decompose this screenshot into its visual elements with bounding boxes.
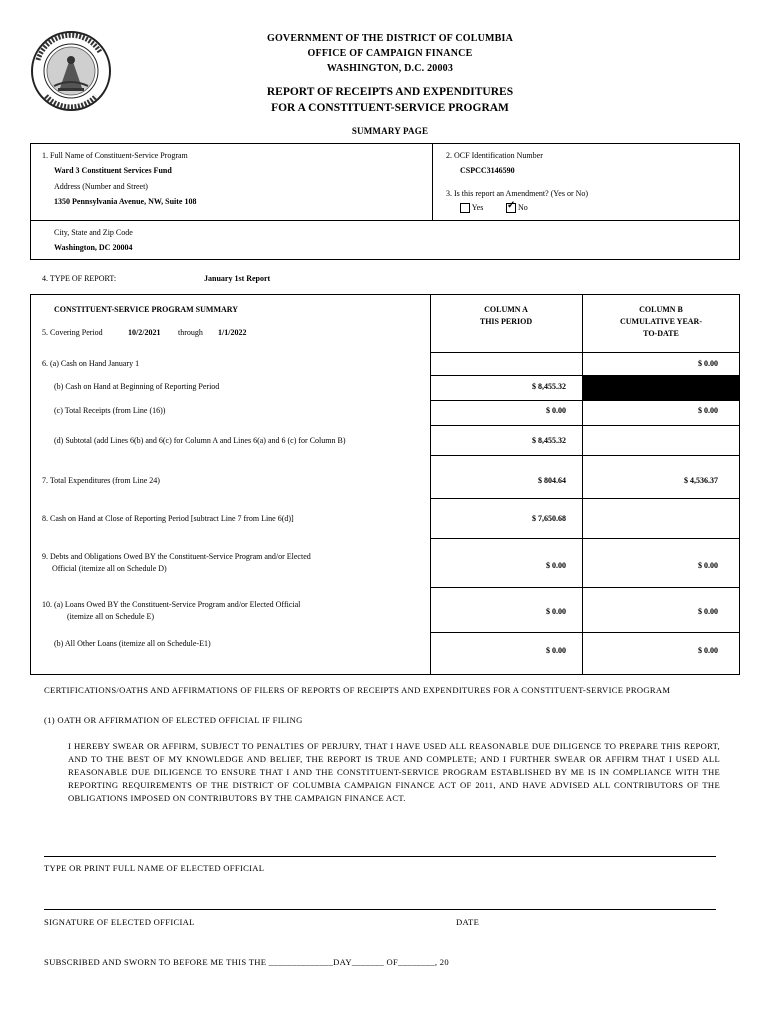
- row-line: [430, 587, 740, 588]
- signature-line[interactable]: [44, 909, 716, 910]
- row6d-label: (d) Subtotal (add Lines 6(b) and 6(c) for Column A and Lines 6(a) and 6 (c) for Column B): [54, 436, 346, 445]
- redacted-cell: [582, 375, 740, 400]
- dc-ocf-seal: [30, 30, 112, 112]
- row10a-col-b[interactable]: $ 0.00: [698, 607, 718, 616]
- q2-value[interactable]: CSPCC3146590: [460, 166, 515, 175]
- oath-text: I HEREBY SWEAR OR AFFIRM, SUBJECT TO PENALTIES OF PERJURY, THAT I HAVE USED ALL REASONABLE DUE DILIGENCE TO PREPARE THIS REPORT, AND TO THE BEST OF MY KNOWLEDGE AND BELIEF, THE REPORT IS TRUE AND COMPLETE; AND I FURTHER SWEAR OR AFFIRM THAT I USED ALL REASONABLE DUE DILIGENCE TO ENSURE THAT I AND THE CONSTITUENT-SERVICE PROGRAM ESTABLISHED BY ME IS IN COMPLIANCE WITH THE REPORTING REQUIREMENTS OF THE DISTRICT OF COLUMBIA CAMPAIGN FINANCE ACT OF 2011, AND HAVE ADVISED ALL CONTRIBUTORS OF THE OBLIGATIONS IMPOSED ON CONTRIBUTORS BY THE CAMPAIGN FINANCE ACT.: [68, 741, 720, 803]
- yes-checkbox[interactable]: [460, 203, 470, 213]
- row-line: [430, 455, 740, 456]
- period-from[interactable]: 10/2/2021: [128, 328, 161, 337]
- row10b-col-a[interactable]: $ 0.00: [546, 646, 566, 655]
- address-label: Address (Number and Street): [54, 182, 148, 191]
- q2-label: 2. OCF Identification Number: [446, 151, 543, 160]
- name-label: TYPE OR PRINT FULL NAME OF ELECTED OFFICIAL: [44, 863, 265, 873]
- col-b-header-1: COLUMN B: [639, 305, 683, 314]
- period-through: through: [178, 328, 203, 337]
- no-label: No: [518, 203, 528, 212]
- col-b-header-2: CUMULATIVE YEAR-: [620, 317, 702, 326]
- oath-heading: (1) OATH OR AFFIRMATION OF ELECTED OFFICIAL IF FILING: [44, 715, 303, 725]
- row9-col-b[interactable]: $ 0.00: [698, 561, 718, 570]
- q4-value[interactable]: January 1st Report: [204, 274, 271, 283]
- office-address: WASHINGTON, D.C. 20003: [326, 63, 454, 74]
- summary-heading: CONSTITUENT-SERVICE PROGRAM SUMMARY: [54, 305, 239, 314]
- row10a-col-a[interactable]: $ 0.00: [546, 607, 566, 616]
- agency-name: GOVERNMENT OF THE DISTRICT OF COLUMBIA: [266, 33, 514, 44]
- row6b-label: (b) Cash on Hand at Beginning of Reporting Period: [54, 382, 220, 391]
- row-line: [430, 632, 740, 633]
- period-to[interactable]: 1/1/2022: [218, 328, 247, 337]
- row10a-label-2: (itemize all on Schedule E): [67, 612, 155, 621]
- summary-page-label: SUMMARY PAGE: [351, 126, 429, 136]
- report-title: REPORT OF RECEIPTS AND EXPENDITURES: [266, 86, 514, 98]
- row6b-col-a[interactable]: $ 8,455.32: [532, 382, 566, 391]
- row6d-col-a[interactable]: $ 8,455.32: [532, 436, 566, 445]
- amendment-yes[interactable]: [460, 203, 483, 213]
- row7-col-a[interactable]: $ 804.64: [538, 476, 566, 485]
- row9-label-2: Official (itemize all on Schedule D): [52, 564, 167, 573]
- info-divider-h: [30, 220, 740, 221]
- signature-label: SIGNATURE OF ELECTED OFFICIAL: [44, 917, 195, 927]
- row10b-col-b[interactable]: $ 0.00: [698, 646, 718, 655]
- amendment-no[interactable]: [506, 203, 528, 213]
- address-value[interactable]: 1350 Pennsylvania Avenue, NW, Suite 108: [54, 197, 197, 206]
- row-line: [430, 498, 740, 499]
- row6a-label: 6. (a) Cash on Hand January 1: [42, 359, 140, 368]
- row9-col-a[interactable]: $ 0.00: [546, 561, 566, 570]
- row6c-col-a[interactable]: $ 0.00: [546, 406, 566, 415]
- row6a-col-b[interactable]: $ 0.00: [698, 359, 718, 368]
- col-a-header-1: COLUMN A: [484, 305, 528, 314]
- q1-label: 1. Full Name of Constituent-Service Program: [42, 151, 188, 160]
- row9-label-1: 9. Debts and Obligations Owed BY the Constituent-Service Program and/or Elected: [42, 552, 311, 561]
- col-b-header-3: TO-DATE: [643, 329, 679, 338]
- row8-label: 8. Cash on Hand at Close of Reporting Period [subtract Line 7 from Line 6(d)]: [42, 514, 294, 523]
- certification-heading: CERTIFICATIONS/OATHS AND AFFIRMATIONS OF FILERS OF REPORTS OF RECEIPTS AND EXPENDITURES FOR A CONSTITUENT-SERVICE PROGRAM: [44, 685, 671, 695]
- row8-col-a[interactable]: $ 7,650.68: [532, 514, 566, 523]
- yes-label: Yes: [471, 203, 484, 212]
- row-line: [430, 400, 740, 401]
- row10a-label-1: 10. (a) Loans Owed BY the Constituent-Service Program and/or Elected Official: [42, 600, 301, 609]
- date-label: DATE: [456, 917, 480, 927]
- row-line: [430, 538, 740, 539]
- no-checkbox[interactable]: [506, 203, 516, 213]
- report-subtitle: FOR A CONSTITUENT-SERVICE PROGRAM: [271, 102, 509, 114]
- q3-label: 3. Is this report an Amendment? (Yes or No): [446, 189, 589, 198]
- row7-label: 7. Total Expenditures (from Line 24): [42, 476, 160, 485]
- q1-value[interactable]: Ward 3 Constituent Services Fund: [54, 166, 172, 175]
- q4-label: 4. TYPE OF REPORT:: [42, 274, 117, 283]
- row-line: [430, 352, 740, 353]
- city-value[interactable]: Washington, DC 20004: [54, 243, 133, 252]
- office-name: OFFICE OF CAMPAIGN FINANCE: [307, 48, 473, 59]
- sworn-text: SUBSCRIBED AND SWORN TO BEFORE ME THIS THE ______________DAY_______ OF________, 20: [44, 957, 449, 967]
- row10b-label: (b) All Other Loans (itemize all on Schedule-E1): [54, 639, 211, 648]
- row6c-label: (c) Total Receipts (from Line (16)): [54, 406, 166, 415]
- row6c-col-b[interactable]: $ 0.00: [698, 406, 718, 415]
- name-line[interactable]: [44, 856, 716, 857]
- period-label: 5. Covering Period: [42, 328, 103, 337]
- col-a-header-2: THIS PERIOD: [479, 317, 533, 326]
- row-line: [430, 425, 740, 426]
- row7-col-b[interactable]: $ 4,536.37: [684, 476, 718, 485]
- info-divider: [432, 143, 433, 220]
- city-label: City, State and Zip Code: [54, 228, 133, 237]
